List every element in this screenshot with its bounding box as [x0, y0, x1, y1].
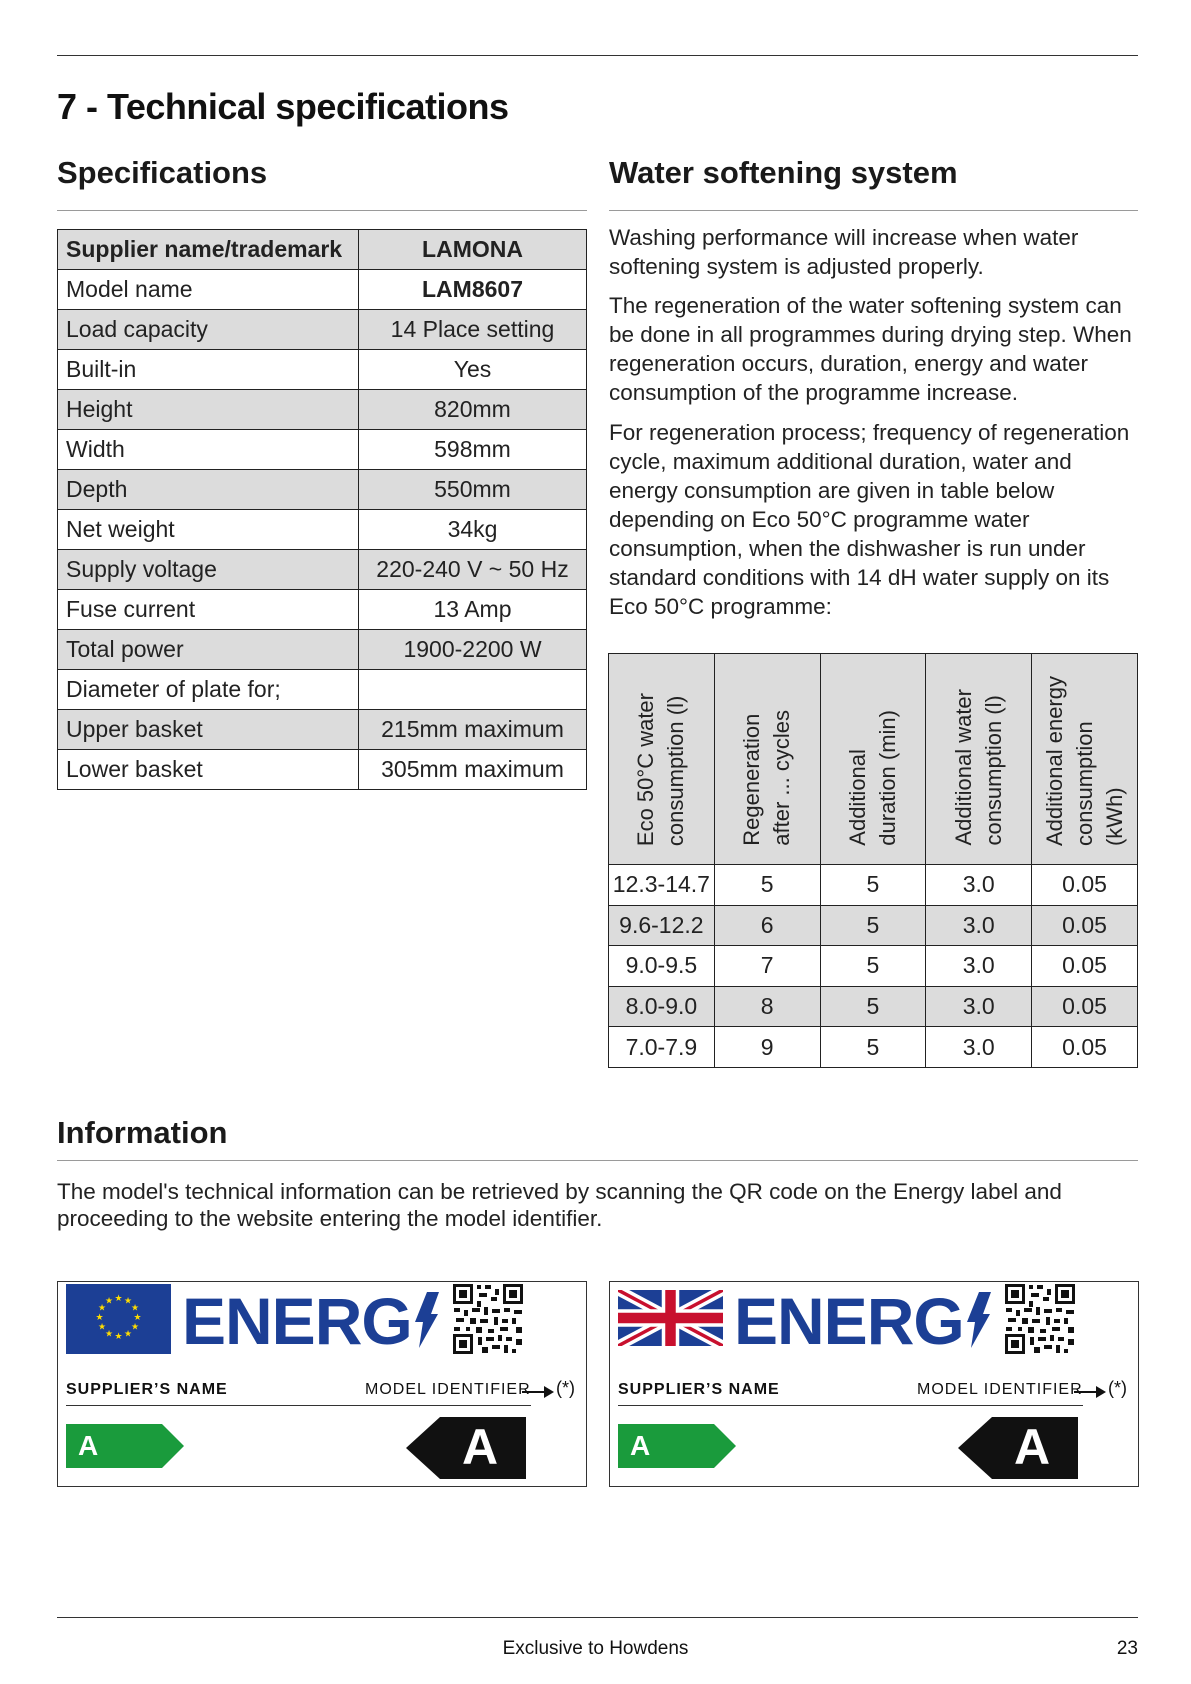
energy-class-big: A — [1014, 1419, 1051, 1475]
regen-cell: 0.05 — [1032, 865, 1138, 906]
spec-label: Supply voltage — [58, 550, 359, 590]
spec-label: Model name — [58, 270, 359, 310]
regen-cell: 5 — [820, 865, 926, 906]
footnote-marker: (*) — [1108, 1378, 1127, 1398]
regen-cell: 12.3-14.7 — [609, 865, 715, 906]
svg-text:★: ★ — [104, 1296, 114, 1307]
regen-cell: 0.05 — [1032, 946, 1138, 987]
information-title: Information — [57, 1115, 228, 1150]
information-rule — [57, 1160, 1138, 1161]
regen-cell: 3.0 — [926, 946, 1032, 987]
spec-value: 215mm maximum — [359, 710, 587, 750]
regen-cell: 9 — [714, 1027, 820, 1068]
specifications-title: Specifications — [57, 155, 268, 190]
regen-header-cell — [820, 654, 926, 865]
regen-header-text — [843, 706, 903, 858]
regen-header-line: (kWh) — [1101, 787, 1127, 846]
footnote-marker: (*) — [556, 1378, 575, 1398]
spec-row — [58, 670, 587, 710]
regen-header-text — [1040, 672, 1130, 858]
supplier-name-label: SUPPLIER’S NAME — [66, 1381, 228, 1398]
regen-cell: 9.0-9.5 — [609, 946, 715, 987]
spec-row — [58, 270, 587, 310]
energy-class-small: A — [78, 1430, 99, 1461]
regen-header-cell — [714, 654, 820, 865]
spec-row — [58, 550, 587, 590]
label-rule — [618, 1405, 1083, 1406]
energy-word: ENERG — [734, 1284, 964, 1358]
spec-row — [58, 470, 587, 510]
regen-cell: 5 — [820, 1027, 926, 1068]
spec-label: Load capacity — [58, 310, 359, 350]
svg-text:★: ★ — [104, 1329, 114, 1340]
specifications-table — [57, 229, 587, 790]
spec-row — [58, 630, 587, 670]
regen-cell: 0.05 — [1032, 1027, 1138, 1068]
regen-header-cell — [609, 654, 715, 865]
spec-value — [359, 670, 587, 710]
energy-class-indicator — [406, 1417, 526, 1484]
information-text: The model's technical information can be retrieved by scanning the QR code on the Energy label and proceeding to the website entering the model identifier. — [57, 1179, 1062, 1231]
top-rule — [57, 55, 1138, 56]
svg-text:★: ★ — [123, 1329, 133, 1340]
regen-row — [609, 1027, 1138, 1068]
spec-value: 1900-2200 W — [359, 630, 587, 670]
energy-class-scale-arrow — [66, 1424, 184, 1473]
svg-text:★: ★ — [95, 1313, 104, 1323]
spec-value: LAM8607 — [359, 270, 587, 310]
svg-text:★: ★ — [123, 1296, 133, 1307]
qr-code-icon — [1004, 1283, 1076, 1360]
spec-label: Fuse current — [58, 590, 359, 630]
regen-row — [609, 865, 1138, 906]
regen-header-line: duration (min) — [874, 710, 900, 846]
regen-cell: 8 — [714, 986, 820, 1027]
regen-cell: 3.0 — [926, 865, 1032, 906]
regen-row — [609, 905, 1138, 946]
energy-label-uk — [609, 1281, 1139, 1487]
water-paragraph-2: The regeneration of the water softening system can be done in all programmes during drying step. When regeneration occurs, duration, energy and water consumption of the programme increase. — [609, 293, 1132, 405]
regen-cell: 3.0 — [926, 905, 1032, 946]
spec-row — [58, 230, 587, 270]
footer-text: Exclusive to Howdens — [502, 1638, 689, 1659]
spec-value: 598mm — [359, 430, 587, 470]
spec-label: Depth — [58, 470, 359, 510]
regen-cell: 5 — [820, 946, 926, 987]
regen-header-line: consumption (l) — [663, 695, 689, 846]
spec-row — [58, 750, 587, 790]
regen-cell: 8.0-9.0 — [609, 986, 715, 1027]
regen-cell: 5 — [820, 905, 926, 946]
label-rule — [66, 1405, 531, 1406]
svg-text:★: ★ — [97, 1303, 107, 1314]
chapter-title: 7 - Technical specifications — [57, 86, 509, 127]
regen-header-line: consumption — [1071, 721, 1097, 846]
water-paragraph-1: Washing performance will increase when water softening system is adjusted properly. — [609, 225, 1079, 279]
qr-code-icon — [452, 1283, 524, 1360]
regen-header-line: Additional — [844, 749, 870, 846]
regen-cell: 5 — [714, 865, 820, 906]
spec-label: Total power — [58, 630, 359, 670]
regen-row — [609, 946, 1138, 987]
spec-label: Width — [58, 430, 359, 470]
regen-header-line: Regeneration — [739, 713, 765, 846]
spec-label: Supplier name/trademark — [58, 230, 359, 270]
regen-row — [609, 986, 1138, 1027]
energy-class-scale-arrow — [618, 1424, 736, 1473]
regen-cell: 0.05 — [1032, 905, 1138, 946]
regen-header-cell — [926, 654, 1032, 865]
regen-header-text — [949, 685, 1009, 858]
spec-value: 13 Amp — [359, 590, 587, 630]
model-identifier-label: MODEL IDENTIFIER — [917, 1381, 1083, 1398]
water-paragraph-3: For regeneration process; frequency of regeneration cycle, maximum additional duration, water and energy consumption are given in table below depending on Eco 50°C programme water consumption, when the dishwasher is run under standard conditions with 14 dH water supply on its Eco 50°C programme: — [609, 420, 1130, 619]
spec-row — [58, 710, 587, 750]
regen-cell: 9.6-12.2 — [609, 905, 715, 946]
spec-label: Diameter of plate for; — [58, 670, 359, 710]
spec-label: Upper basket — [58, 710, 359, 750]
spec-row — [58, 390, 587, 430]
svg-text:★: ★ — [114, 1332, 123, 1342]
water-softening-title: Water softening system — [609, 155, 958, 190]
water-softening-rule — [609, 210, 1138, 211]
regen-header-text — [737, 706, 797, 858]
spec-value: 34kg — [359, 510, 587, 550]
spec-value: 220-240 V ~ 50 Hz — [359, 550, 587, 590]
regen-cell: 3.0 — [926, 1027, 1032, 1068]
regen-header-line: Additional energy — [1041, 675, 1067, 846]
regen-header-line: Eco 50°C water — [633, 692, 659, 846]
energy-class-small: A — [630, 1430, 651, 1461]
regen-cell: 3.0 — [926, 986, 1032, 1027]
arrow-right-icon — [522, 1385, 554, 1404]
spec-row — [58, 590, 587, 630]
energy-class-big: A — [462, 1419, 499, 1475]
svg-text:★: ★ — [114, 1294, 123, 1304]
arrow-right-icon — [1074, 1385, 1106, 1404]
page-number: 23 — [1116, 1638, 1138, 1659]
svg-text:★: ★ — [97, 1322, 107, 1333]
regen-cell: 7.0-7.9 — [609, 1027, 715, 1068]
spec-label: Built-in — [58, 350, 359, 390]
lightning-bolt-icon — [965, 1292, 991, 1353]
regen-header-line: after ... cycles — [769, 710, 795, 846]
spec-value: LAMONA — [359, 230, 587, 270]
regen-cell: 7 — [714, 946, 820, 987]
svg-text:★: ★ — [130, 1322, 140, 1333]
spec-label: Height — [58, 390, 359, 430]
energy-label-eu — [57, 1281, 587, 1487]
eu-flag-icon — [66, 1284, 171, 1354]
spec-value: Yes — [359, 350, 587, 390]
spec-label: Lower basket — [58, 750, 359, 790]
regen-header-line: Additional water — [950, 689, 976, 846]
uk-flag-icon — [618, 1290, 723, 1346]
spec-row — [58, 310, 587, 350]
regeneration-table — [608, 653, 1138, 1068]
regen-header-text — [631, 689, 691, 858]
supplier-name-label: SUPPLIER’S NAME — [618, 1381, 780, 1398]
energy-word: ENERG — [182, 1284, 412, 1358]
model-identifier-label: MODEL IDENTIFIER — [365, 1381, 531, 1398]
spec-value: 550mm — [359, 470, 587, 510]
regen-header-cell — [1032, 654, 1138, 865]
spec-value: 305mm maximum — [359, 750, 587, 790]
regen-cell: 0.05 — [1032, 986, 1138, 1027]
svg-text:★: ★ — [133, 1313, 142, 1323]
spec-value: 14 Place setting — [359, 310, 587, 350]
spec-row — [58, 510, 587, 550]
svg-text:★: ★ — [130, 1303, 140, 1314]
bottom-rule — [57, 1617, 1138, 1618]
regen-header-line: consumption (l) — [980, 695, 1006, 846]
spec-label: Net weight — [58, 510, 359, 550]
spec-row — [58, 430, 587, 470]
lightning-bolt-icon — [413, 1292, 439, 1353]
spec-value: 820mm — [359, 390, 587, 430]
specifications-rule — [57, 210, 587, 211]
regen-cell: 5 — [820, 986, 926, 1027]
energy-class-indicator — [958, 1417, 1078, 1484]
spec-row — [58, 350, 587, 390]
regen-cell: 6 — [714, 905, 820, 946]
